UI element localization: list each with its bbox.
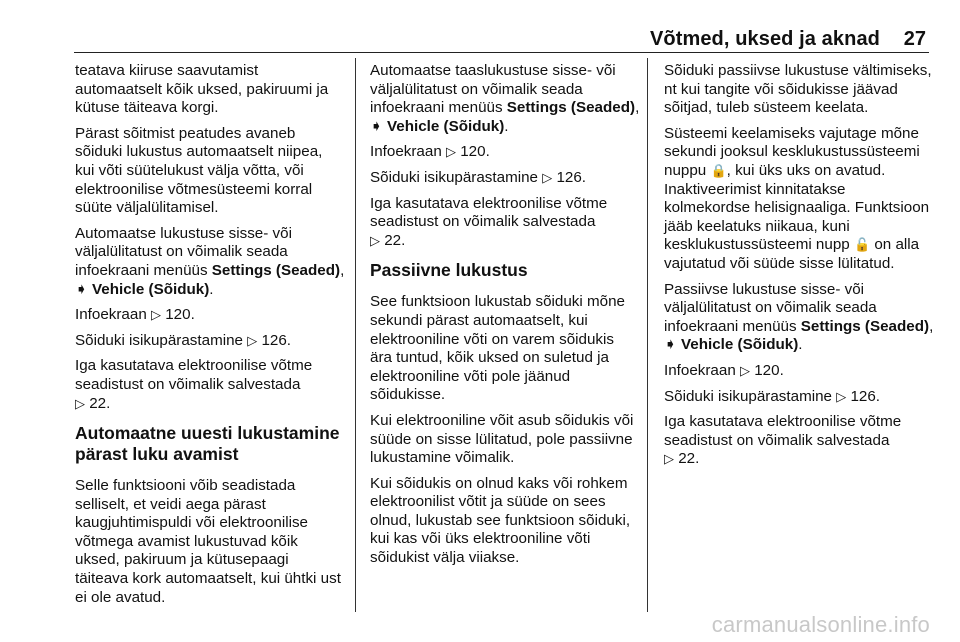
page-number: 27 — [903, 28, 926, 50]
text-column-3 — [664, 62, 934, 476]
paragraph: Automaatse lukustuse sisse- või väljalülitatust on võimalik seada infoekraani menüüs Settings (Seaded), ➧ Vehicle (Sõiduk). — [75, 224, 345, 298]
text-column-1 — [75, 62, 345, 614]
menu-path-settings: Settings (Seaded) — [800, 317, 930, 335]
watermark: carmanualsonline.info — [711, 612, 930, 637]
paragraph: Passiivse lukustuse sisse- või väljalülitatust on võimalik seada infoekraani menüüs Settings (Seaded), ➧ Vehicle (Sõiduk). — [664, 280, 934, 354]
cross-reference: Sõiduki isikupärastamine ▷ 126. — [75, 331, 292, 349]
menu-path-settings: Settings (Seaded) — [211, 261, 341, 279]
cross-reference: Infoekraan ▷ 120. — [370, 143, 490, 161]
paragraph: See funktsioon lukustab sõiduki mõne sekundi pärast automaatselt, kui elektrooniline võti on varem sõidukis ära tuntud, kõik uksed on suletud ja elektrooniline võti pole jäänud sõidukisse. — [370, 293, 625, 404]
reference-arrow-icon: ▷ — [151, 307, 161, 323]
paragraph: Selle funktsiooni võib seadistada selliselt, et veidi aega pärast kaugjuhtimispuldi või elektroonilise võtmega avamist lukustuvad kõik uksed, pakiruum ja kütusepaagi täiteava kork automaatselt, kui ühtki ust ei ole avatud. — [75, 477, 341, 606]
reference-arrow-icon: ▷ — [542, 169, 553, 185]
cross-reference: Infoekraan ▷ 120. — [75, 306, 195, 324]
menu-arrow-icon: ➧ — [370, 117, 383, 135]
reference-arrow-icon: ▷ — [370, 232, 380, 248]
menu-path-settings: Settings (Seaded) — [506, 99, 636, 117]
paragraph: Iga kasutatava elektroonilise võtme seadistust on võimalik salvestada ▷ 22. — [75, 357, 313, 412]
reference-arrow-icon: ▷ — [446, 144, 456, 160]
column-divider — [355, 58, 356, 612]
menu-path-vehicle: Vehicle (Sõiduk) — [386, 117, 505, 135]
paragraph: teatava kiiruse saavutamist automaatselt kõik uksed, pakiruumi ja kütuse täiteava korgi. — [75, 62, 329, 117]
header-divider — [74, 52, 929, 53]
paragraph: Iga kasutatava elektroonilise võtme seadistust on võimalik salvestada ▷ 22. — [370, 194, 608, 249]
paragraph: Automaatse taaslukustuse sisse- või väljalülitatust on võimalik seada infoekraani menüüs Settings (Seaded), ➧ Vehicle (Sõiduk). — [370, 62, 640, 135]
paragraph: Süsteemi keelamiseks vajutage mõne sekundi jooksul kesklukustussüsteemi nuppu 🔒, kui üks uks on avatud. Inaktiveerimist kinnitatakse kolmekordse helisignaaliga. Funktsioon jääb keelatuks niikaua, kuni kesklukustussüsteemi nupp 🔓 on alla vajutatud või süüde sisse lülitatud. — [664, 124, 930, 272]
reference-arrow-icon: ▷ — [836, 388, 847, 404]
paragraph: Sõiduki passiivse lukustuse vältimiseks, nt kui tangite või sõidukisse jäävad sõitjad, tuleb süsteem keelata. — [664, 62, 932, 117]
column-divider — [647, 58, 648, 612]
paragraph: Kui sõidukis on olnud kaks või rohkem elektroonilist võtit ja süüde on sees olnud, lukustab see funktsioon sõiduki, kui kas või üks elektrooniline võti sõidukist välja viiakse. — [370, 474, 631, 567]
paragraph: Pärast sõitmist peatudes avaneb sõiduki lukustus automaatselt niipea, kui võti süütelukust välja võtta, või elektroonilise võtmesüsteemi korral süüte väljalülitamisel. — [75, 124, 323, 217]
menu-arrow-icon: ➧ — [75, 280, 88, 298]
reference-arrow-icon: ▷ — [75, 395, 85, 411]
page-title: Võtmed, uksed ja aknad — [649, 28, 880, 50]
reference-arrow-icon: ▷ — [664, 451, 674, 467]
section-heading: Passiivne lukustus — [370, 260, 528, 281]
menu-arrow-icon: ➧ — [664, 336, 677, 354]
reference-arrow-icon: ▷ — [740, 362, 750, 378]
paragraph: Iga kasutatava elektroonilise võtme seadistust on võimalik salvestada ▷ 22. — [664, 413, 902, 468]
cross-reference: Sõiduki isikupärastamine ▷ 126. — [664, 387, 881, 405]
cross-reference: Infoekraan ▷ 120. — [664, 361, 784, 379]
unlock-icon: 🔓 — [853, 237, 871, 253]
menu-path-vehicle: Vehicle (Sõiduk) — [680, 336, 799, 354]
cross-reference: Sõiduki isikupärastamine ▷ 126. — [370, 168, 587, 186]
menu-path-vehicle: Vehicle (Sõiduk) — [91, 280, 210, 298]
text-column-2 — [370, 62, 640, 575]
reference-arrow-icon: ▷ — [247, 332, 258, 348]
paragraph: Kui elektrooniline võit asub sõidukis või süüde on sisse lülitatud, pole passiivne lukustamine võimalik. — [370, 411, 634, 467]
lock-icon: 🔒 — [710, 162, 727, 178]
section-heading: Automaatne uuesti lukustamine pärast luku avamist — [75, 423, 340, 465]
